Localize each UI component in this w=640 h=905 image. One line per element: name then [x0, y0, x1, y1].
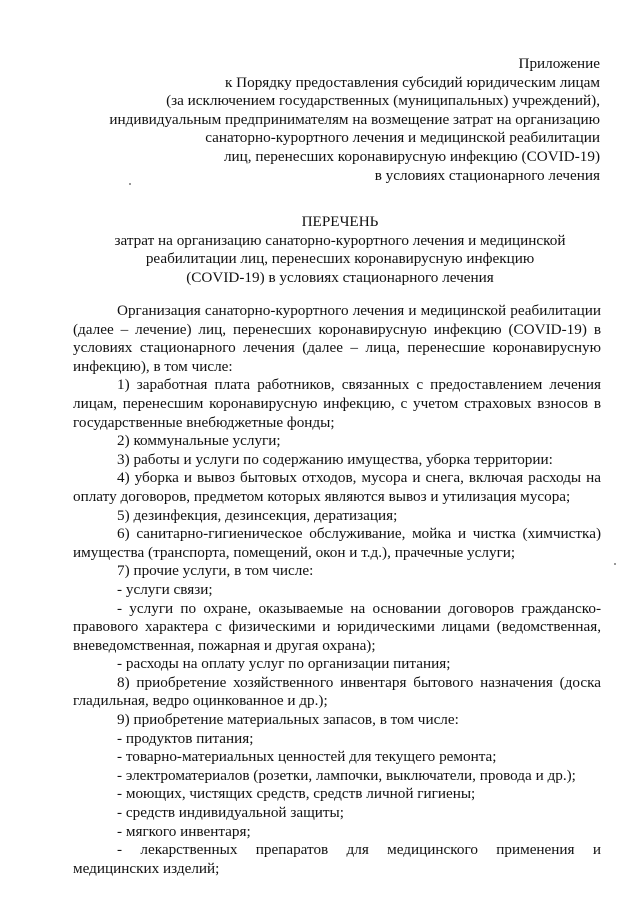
- list-item: - электроматериалов (розетки, лампочки, выключатели, провода и др.);: [117, 766, 576, 784]
- list-item: - продуктов питания;: [117, 729, 254, 747]
- document-body: [73, 302, 601, 878]
- appendix-line: лиц, перенесших коронавирусную инфекцию (COVID-19): [223, 147, 600, 165]
- appendix-line: Приложение: [518, 55, 600, 72]
- list-item: 7) прочие услуги, в том числе:: [117, 562, 314, 580]
- list-item: 6) санитарно-гигиеническое обслуживание, мойка и чистка (химчистка) имущества (транспорта, помещений, окон и т.д.), прачечные услуги;: [73, 525, 601, 561]
- list-item: - услуги связи;: [117, 580, 213, 598]
- list-item: 5) дезинфекция, дезинсекция, дератизация;: [117, 506, 398, 524]
- list-item: - средств индивидуальной защиты;: [117, 804, 344, 822]
- list-item: 4) уборка и вывоз бытовых отходов, мусора и снега, включая расходы на оплату договоров, предметом которых являются вывоз и утилизация мусора;: [73, 469, 601, 505]
- scan-speck: [614, 563, 616, 565]
- list-item: - расходы на оплату услуг по организации питания;: [117, 655, 451, 673]
- appendix-line: к Порядку предоставления субсидий юридическим лицам: [224, 73, 600, 91]
- list-item: 8) приобретение хозяйственного инвентаря бытового назначения (доска гладильная, ведро оцинкованное и др.);: [73, 673, 601, 710]
- scan-speck: [129, 183, 131, 185]
- list-item: - мягкого инвентаря;: [117, 822, 251, 840]
- title-subline: затрат на организацию санаторно-курортного лечения и медицинской: [114, 231, 566, 249]
- appendix-line: (за исключением государственных (муниципальных) учреждений),: [166, 92, 600, 110]
- intro-paragraph: Организация санаторно-курортного лечения и медицинской реабилитации (далее – лечение) лиц, перенесших коронавирусную инфекцию (COVID-19) в условиях стационарного лечения (далее – лица, перенесшие коронавирусную инфекцию), в том числе:: [73, 302, 601, 375]
- list-item: 3) работы и услуги по содержанию имущества, уборка территории:: [117, 450, 553, 468]
- document-title: [70, 213, 610, 287]
- list-item: - моющих, чистящих средств, средств личной гигиены;: [117, 785, 476, 803]
- list-item: - услуги по охране, оказываемые на основании договоров гражданско-правового характера с физическими и юридическими лицами (ведомственная, вневедомственная, пожарная и другая охрана);: [73, 599, 601, 654]
- appendix-line: санаторно-курортного лечения и медицинской реабилитации: [205, 129, 600, 147]
- list-item: 2) коммунальные услуги;: [117, 432, 281, 450]
- title-subline: (COVID-19) в условиях стационарного лечения: [186, 268, 494, 286]
- list-item: 1) заработная плата работников, связанных с предоставлением лечения лицам, перенесшим коронавирусную инфекцию, с учетом страховых взносов в государственные внебюджетные фонды;: [73, 376, 601, 431]
- list-item: - лекарственных препаратов для медицинского применения и медицинских изделий;: [73, 841, 601, 877]
- appendix-line: в условиях стационарного лечения: [374, 166, 600, 184]
- title-heading: ПЕРЕЧЕНЬ: [301, 213, 379, 230]
- list-item: - товарно-материальных ценностей для текущего ремонта;: [117, 748, 497, 766]
- title-subline: реабилитации лиц, перенесших коронавирусную инфекцию: [145, 250, 535, 268]
- appendix-line: индивидуальным предпринимателям на возмещение затрат на организацию: [109, 110, 600, 128]
- appendix-header: [60, 55, 600, 185]
- list-item: 9) приобретение материальных запасов, в том числе:: [117, 711, 459, 729]
